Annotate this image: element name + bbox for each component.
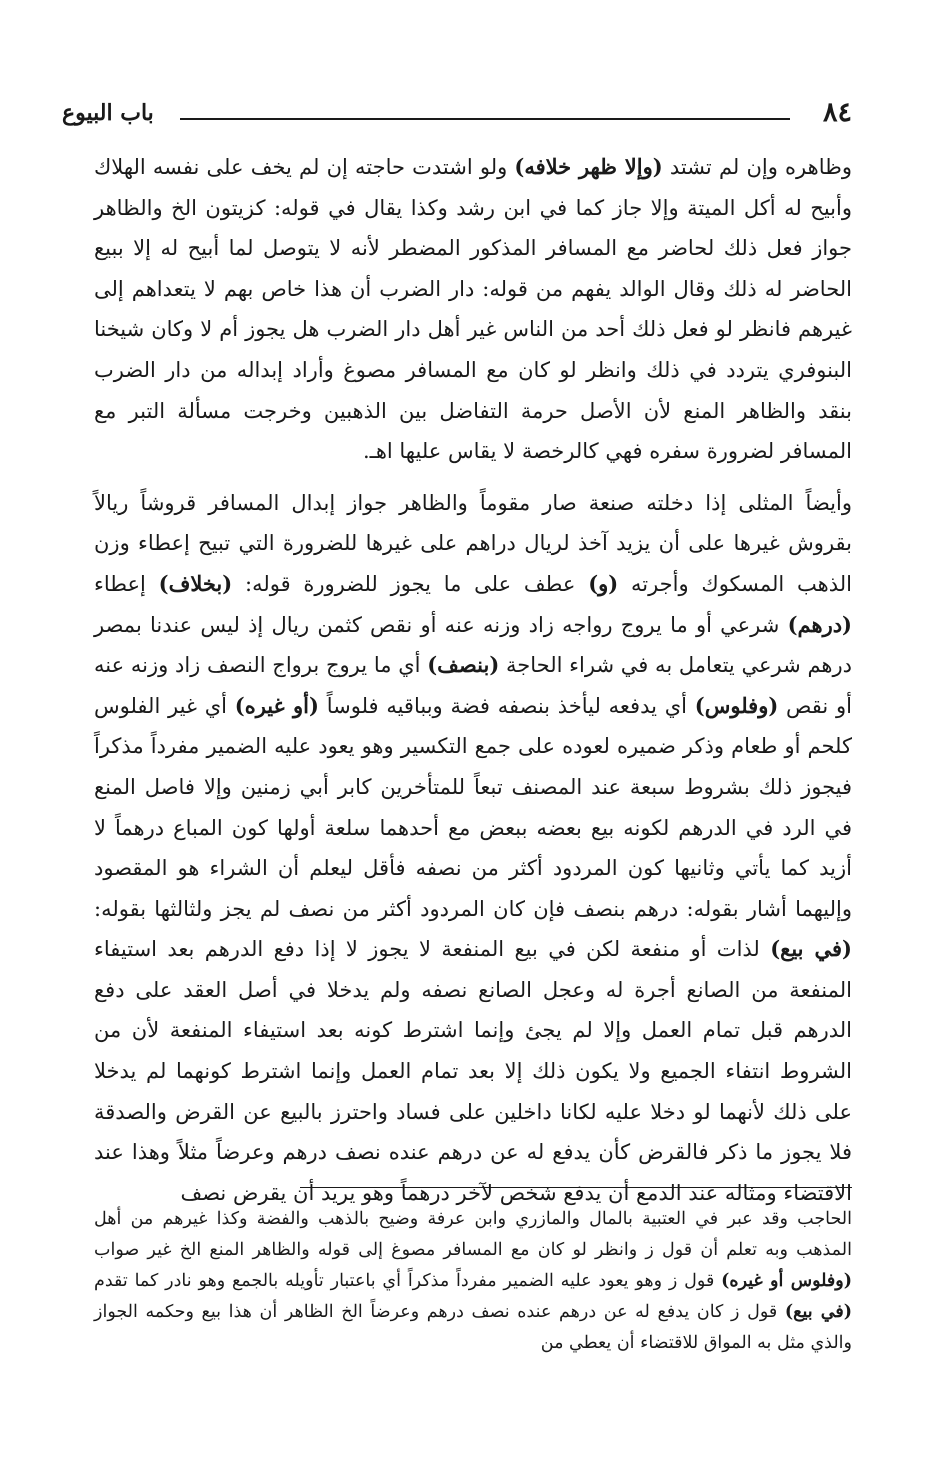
page-header xyxy=(62,96,852,130)
bold-term: (في بيع) xyxy=(784,1302,852,1322)
text-run: وأيضاً المثلى إذا دخلته صنعة صار مقوماً والظاهر جواز إبدال المسافر قروشاً ريالاً بقروش غيرها على أن يزيد آخذ لريال دراهم على غيرها للضرورة التي تبيح إعطاء وزن الذهب المسكوك وأجرته xyxy=(94,490,852,596)
text-run: قول ز وهو يعود عليه الضمير مفرداً مذكراً أي باعتبار تأويله بالجمع وهو نادر كما تقدم xyxy=(94,1271,722,1291)
bold-term: (بنصف) xyxy=(427,652,500,678)
bold-term: (وفلوس أو غيره) xyxy=(721,1271,852,1291)
chapter-title: باب البيوع xyxy=(62,100,154,126)
paragraph xyxy=(94,147,852,472)
bold-term: (بخلاف) xyxy=(158,570,233,596)
text-run: لذات أو منفعة لكن في بيع المنفعة لا يجوز لا إذا دفع الدرهم بعد استيفاء المنفعة من الصانع أجرة له وعجل الصانع نصفه ولم يدخلا في أصل العقد على دفع الدرهم قبل تمام العمل وإلا لم يجئ وإنما اشترط كونه بعد استيفاء المنفعة لأن من الشروط انتفاء الجميع ولا يكون ذلك إلا بعد تمام العمل وإنما اشترط كونهما لم يدخلا على ذلك لأنهما لو دخلا عليه لكانا داخلين على فساد واحترز بالبيع عن القرض والصدقة فلا يجوز ما ذكر فالقرض كأن يدفع له عن درهم عنده نصف درهم وعرضاً مثلاً وهذا عند الاقتضاء ومثاله عند الدمع أن يدفع شخص لآخر درهماً وهو يريد أن يقرض نصف xyxy=(94,937,852,1205)
bold-term: (وإلا ظهر خلافه) xyxy=(514,154,663,179)
bold-term: (في بيع) xyxy=(770,936,852,962)
bold-term: (وفلوس) xyxy=(694,692,779,718)
footnote xyxy=(94,1204,852,1359)
header-divider xyxy=(180,118,790,120)
text-run: وظاهره وإن لم تشتد xyxy=(662,155,852,179)
text-run: قول ز كان يدفع له عن درهم عنده نصف درهم وعرضاً الخ الظاهر أن هذا بيع وحكمه الجواز والذي مثل به المواق للاقتضاء أن يعطي من xyxy=(94,1302,852,1353)
bold-term: (و) xyxy=(588,570,619,596)
footnote-text xyxy=(94,1204,852,1359)
text-run: الحاجب وقد عبر في العتبية بالمال والمازري وابن عرفة وضيح بالذهب والفضة وكذا غيرهم من أهل المذهب وبه تعلم أن قول ز وانظر لو كان مع المسافر مصوغ إلى قوله والظاهر المنع الخ غير صواب xyxy=(94,1209,852,1260)
text-run: ولو اشتدت حاجته إن لم يخف على نفسه الهلاك وأبيح له أكل الميتة وإلا جاز كما في ابن رشد وكذا يقال في قوله: كزيتون الخ والظاهر جواز فعل ذلك لحاضر مع المسافر المذكور المضطر لأنه لا يتوصل لما أبيح له إلا ببيع الحاضر له ذلك وقال الوالد يفهم من قوله: دار الضرب أن هذا خاص بهم لا يتعداهم إلى غيرهم فانظر لو فعل ذلك أحد من الناس غير أهل دار الضرب هل يجوز أم لا وكان شيخنا البنوفري يتردد في ذلك وانظر لو كان مع المسافر مصوغ وأراد إبداله من دار الضرب بنقد والظاهر المنع لأن الأصل حرمة التفاضل بين الذهبين وخرجت مسألة التبر مع المسافر لضرورة سفره فهي كالرخصة لا يقاس عليها اهـ. xyxy=(94,155,852,464)
text-run: عطف على ما يجوز للضرورة قوله: xyxy=(232,571,589,596)
text-run: إعطاء xyxy=(94,571,159,596)
main-text xyxy=(94,147,852,1213)
bold-term: (درهم) xyxy=(787,611,852,637)
text-run: أي غير الفلوس كلحم أو طعام وذكر ضميره لعوده على جمع التكسير وهو يعود عليه الضمير مفرداً مذكراً فيجوز ذلك بشروط سبعة عند المصنف تبعاً للمتأخرين كابر أبي زمنين وإلا فاصل المنع في الرد في الدرهم لكونه بيع بعضه ببعض مع أحدهما سلعة أولها كون المباع درهماً لا أزيد كما يأتي وثانيها كون المردود أكثر من نصفه فأقل ليعلم أن الشراء هو المقصود وإليهما أشار بقوله: درهم بنصف فإن كان المردود أكثر من نصف لم يجز ولثالثها بقوله: xyxy=(94,693,852,921)
paragraph xyxy=(94,483,852,1214)
text-run: أي ما يروج برواج النصف زاد وزنه عنه أو نقص xyxy=(94,653,852,718)
bold-term: (أو غيره) xyxy=(234,692,319,718)
page-number: ٨٤ xyxy=(822,97,852,128)
text-run: شرعي أو ما يروج رواجه زاد وزنه عنه أو نقص كثمن ريال إذ ليس عندنا بمصر درهم شرعي يتعامل به في شراء الحاجة xyxy=(94,612,852,678)
footnote-divider xyxy=(300,1187,852,1188)
text-run: أي يدفعه ليأخذ بنصفه فضة وبباقيه فلوساً xyxy=(318,693,695,718)
